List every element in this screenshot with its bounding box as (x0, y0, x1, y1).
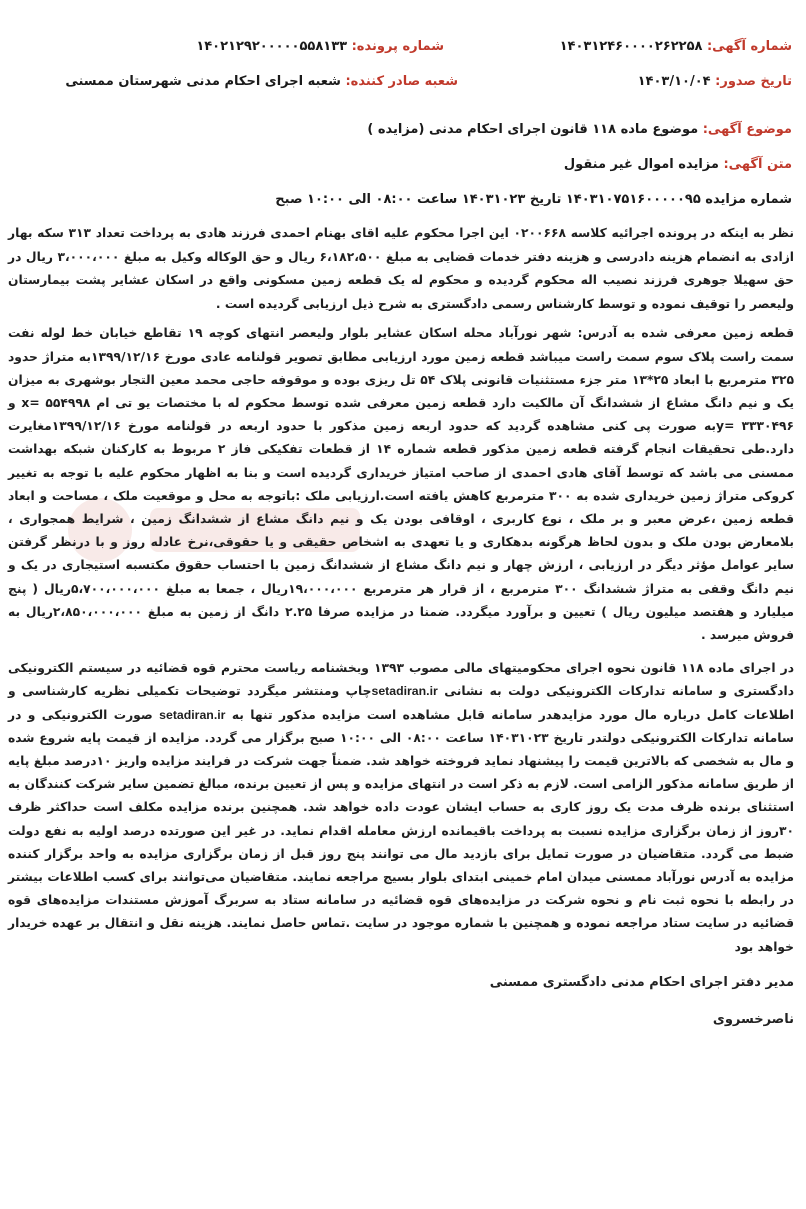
signature-name: ناصرخسروی (712, 1011, 794, 1027)
notice-text (564, 157, 792, 172)
issue-date-label: تاریخ صدور: (715, 74, 792, 89)
terms-part-b: چاپ ومنتشر میگردد توضیحات تکمیلی نظریه کارشناسی و اطلاعات کامل درباره مال مورد مزایدهدر سامانه قابل مشاهده است مزایده مذکور تنها به (8, 684, 794, 722)
signature-title: مدیر دفتر اجرای احکام مدنی دادگستری ممسنی (489, 974, 794, 990)
notice-subject (367, 122, 792, 137)
paragraph-auction-terms (8, 657, 794, 959)
case-number-value: ۱۴۰۲۱۲۹۲۰۰۰۰۰۵۵۸۱۳۳ (196, 39, 348, 54)
ad-number-value: ۱۴۰۳۱۲۴۶۰۰۰۰۲۶۲۲۵۸ (559, 39, 703, 54)
paragraph-property: قطعه زمین معرفی شده به آدرس: شهر نورآباد محله اسکان عشایر بلوار ولیعصر انتهای کوچه ۱۹ تقاطع خیابان خط لوله نفت سمت راست پلاک سوم سمت راست میباشد قطعه زمین مورد ارزیابی مطابق تصویر قولنامه عادی مورخ ۱۳۹۹/۱۲/۱۶به متراژ حدود ۳۲۵ مترمربع با ابعاد ۲۵*۱۳ متر جزء مستثنیات قانونی پلاک ۵۴ تل ریزی بوده و موقوفه حاجی محمد معین التجار بوشهری به میزان یک و نیم دانگ مشاع از ششدانگ آن مالکیت دارد قطعه زمین معرفی شده توسط محکوم له با مختصات یو تی ام ۵۵۴۹۹۸ =x و ۳۳۳۰۴۹۶ =yبه صورت پی کنی مشاهده گردید که حدود اربعه زمین مذکور با حدود اربعه در قولنامه مورخ ۱۳۹۹/۱۲/۱۶مغایرت دارد.طی تحقیقات انجام گرفته قطعه زمین مذکور قطعه شماره ۱۴ از قطعات تفکیکی فاز ۲ مربوط به کارکنان شبکه بهداشت ممسنی می باشد که توسط آقای هادی احمدی از صاحب امتیاز خریداری گردیده است و بنا به اظهار محکوم علیه با توجه به تغییر کروکی متراژ زمین خریداری شده به ۳۰۰ مترمربع کاهش یافته است.ارزیابی ملک :باتوجه به محل و موقعیت ملک ، مساحت و ابعاد قطعه زمین ،عرض معبر و بر ملک ، نوع کاربری ، اوقافی بودن یک و نیم دانگ مشاع از ششدانگ زمین ، شرایط همجواری ، بلامعارض بودن ملک و بدون لحاظ هرگونه بدهکاری و یا تعهدی به اشخاص حقیقی و یا حقوقی،نرخ عادله روز و با درنظر گرفتن سایر عوامل مؤثر دیگر در ارزیابی ، ارزش چهار و نیم دانگ مشاع از ششدانگ زمین با احتساب حقوق مکتسبه استیجاری در یک و نیم دانگ وقفی به متراژ ششدانگ ۳۰۰ مترمربع ، از قرار هر مترمربع ۱۹،۰۰۰،۰۰۰ریال ، جمعا به مبلغ ۵،۷۰۰،۰۰۰،۰۰۰ریال ( پنج میلیارد و هفتصد میلیون ریال ) تعیین و برآورد میگردد. ضمنا در مزایده صرفا ۲.۲۵ دانگ از زمین به مبلغ ۲،۸۵۰،۰۰۰،۰۰۰ریال به فروش میرسد . (8, 326, 795, 643)
case-number-label: شماره پرونده: (351, 39, 444, 54)
notice-body (8, 222, 794, 1049)
auction-line: شماره مزایده ۱۴۰۳۱۰۷۵۱۶۰۰۰۰۰۹۵ تاریخ ۱۴۰۳۱۰۲۳ ساعت ۰۸:۰۰ الی ۱۰:۰۰ صبح (275, 192, 792, 207)
issue-date (638, 73, 792, 91)
subject-value: موضوع ماده ۱۱۸ قانون اجرای احکام مدنی (مزایده ) (367, 122, 699, 137)
issuer-label: شعبه صادر کننده: (345, 74, 458, 89)
case-number (196, 38, 444, 56)
terms-part-c: صورت الکترونیکی و در سامانه تدارکات الکترونیکی دولتدر تاریخ ۱۴۰۳۱۰۲۳ ساعت ۰۸:۰۰ الی ۱۰:۰۰ صبح برگزار می گردد. مزایده از قیمت پایه شروع شده و مال به شخصی که بالاترین قیمت را پیشنهاد نماید فروخته خواهد شد. ضمناً جهت شرکت در فرایند مزایده واریز ۱۰درصد مبلغ پایه از طریق سامانه مذکور الزامی است. لازم به ذکر است در انتهای مزایده و پس از تعیین برنده، مبالغ تضمین سایر شرکت کنندگان به استثنای برنده ظرف مدت یک روز کاری به حساب ایشان عودت داده خواهد شد. همچنین برنده مزایده مکلف است حداکثر ظرف ۳۰روز از زمان برگزاری مزایده نسبت به پرداخت باقیمانده ارزش معامله اقدام نماید. در غیر این صورتده درصد اولیه به نفع دولت ضبط می گردد. متقاضیان در صورت تمایل برای بازدید مال می توانند پنج روز قبل از زمان برگزاری مزایده به واحد برگزار کننده مزایده به آدرس نورآباد ممسنی میدان امام خمینی ابتدای بلوار بسیج مراجعه نمایند. متقاضیان می‌توانند برای کسب اطلاعات بیشتر در رابطه با نحوه ثبت نام و نحوه شرکت در مزایده‌های قوه قضائیه در سامانه ستاد به سربرگ آموزش مستندات مزایده‌های قوه قضائیه در سایت ستاد مراجعه نموده و همچنین با شماره موجود در سایت .تماس حاصل نمایند. هزینه نقل و انتقال بر عهده خریدار خواهد بود (8, 707, 794, 954)
ad-number (560, 38, 792, 56)
text-label: متن آگهی: (723, 157, 792, 172)
issue-date-value: ۱۴۰۳/۱۰/۰۴ (637, 74, 711, 89)
text-value: مزایده اموال غیر منقول (563, 157, 719, 172)
paragraph-case: نظر به اینکه در پرونده اجرائیه کلاسه ۰۲۰۰۶۶۸ این اجرا محکوم علیه اقای بهنام احمدی فرزند هادی به پرداخت تعداد ۳۱۳ سکه بهار ازادی به انضمام هزینه دادرسی و هزینه دفتر خدمات قضایی به مبلغ ۶،۱۸۲،۵۰۰ ریال و حق الوکاله وکیل به مبلغ ۳،۰۰۰،۰۰۰ ریال در حق سهیلا جوهری فرزند نصیب اله محکوم گردیده و محکوم له یک قطعه زمین مسکونی واقع در اسکان عشایر پشت بیمارستان ولیعصر را توقیف نموده و توسط کارشناس رسمی دادگستری به شرح ذیل ارزیابی گردیده است . (8, 226, 794, 311)
setadiran-link-1[interactable]: setadiran.ir (371, 684, 438, 699)
ad-number-label: شماره آگهی: (706, 39, 792, 54)
issuer-value: شعبه اجرای احکام مدنی شهرستان ممسنی (65, 74, 341, 89)
subject-label: موضوع آگهی: (702, 122, 792, 137)
setadiran-link-2[interactable]: setadiran.ir (159, 707, 226, 722)
terms-part-a: در اجرای ماده ۱۱۸ قانون نحوه اجرای محکومیتهای مالی مصوب ۱۳۹۳ وبخشنامه ریاست محترم قوه قضائیه در سیستم الکترونیکی دادگستری و سامانه تدارکات الکترونیکی دولت به نشانی (8, 661, 795, 699)
issuer (65, 73, 458, 91)
